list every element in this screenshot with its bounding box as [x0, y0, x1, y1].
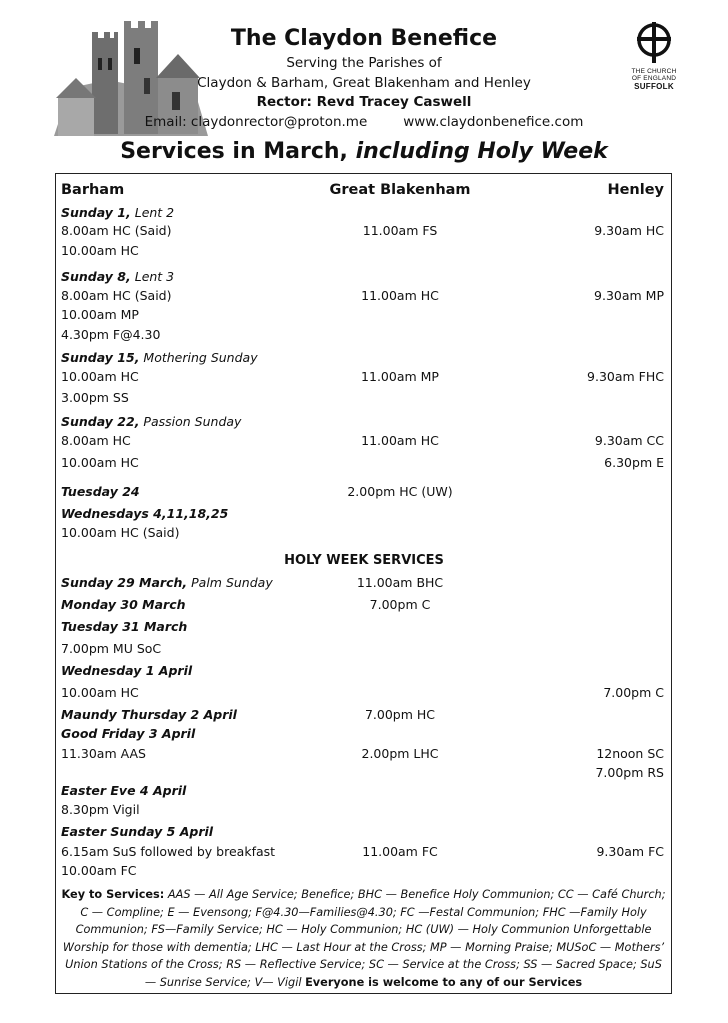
service-key: Key to Services: AAS — All Age Service; Benefice; BHC — Benefice Holy Communion; CC — Café Church; C — Compline; E — Evensong; F@4.30—Families@4.30; FC —Festal Communion; FHC —Family Holy Communion; FS—Family Service; HC — Holy Communion; HC (UW) — Holy Communion Unforgettable Worship for those with dementia; LHC — Last Hour at the Cross; MP — Morning Praise; MUSoC — Mothers’ Union Stations of the Cross; RS — Reflective Service; SC — Service at the Cross; SS — Sacred Space; SuS — Sunrise Service; V— Vigil Everyone is welcome to any of our Services [61, 888, 666, 989]
day-label: Maundy Thursday 2 April [61, 707, 237, 722]
day-label: Monday 30 March [61, 597, 186, 612]
day-label: Easter Sunday 5 April [61, 824, 214, 839]
service-entry: 9.30am FHC [587, 369, 664, 384]
day-label: Tuesday 24 [61, 484, 140, 499]
service-entry: 7.00pm C [369, 597, 431, 612]
service-entry: 6.15am SuS followed by breakfast [61, 844, 276, 859]
serving-line: Serving the Parishes of [286, 55, 442, 71]
day-label: Easter Eve 4 April [61, 783, 187, 798]
service-entry: 11.00am FS [362, 223, 438, 238]
day-label: Sunday 29 March, Palm Sunday [61, 575, 273, 590]
service-entry: 2.00pm HC (UW) [347, 484, 453, 499]
service-entry: 10.00am HC [61, 685, 139, 700]
service-entry: 7.00pm HC [364, 707, 436, 722]
day-label: Sunday 15, Mothering Sunday [61, 350, 258, 365]
contact-line [0, 114, 728, 130]
logo-line-2: OF ENGLAND [631, 75, 677, 82]
parishes-line: Claydon & Barham, Great Blakenham and Henley [197, 75, 531, 91]
service-entry: 10.00am HC [61, 243, 139, 258]
column-header-great-blakenham: Great Blakenham [329, 182, 471, 198]
service-entry: 8.00am HC [61, 433, 131, 448]
service-entry: 8.00am HC (Said) [61, 288, 172, 303]
day-label: Wednesday 1 April [61, 663, 193, 678]
service-entry: 8.30pm Vigil [61, 802, 140, 817]
service-entry: 11.00am HC [361, 433, 439, 448]
service-entry: 6.30pm E [604, 455, 664, 470]
service-entry: 7.00pm MU SoC [61, 641, 162, 656]
service-entry: 11.00am BHC [356, 575, 444, 590]
website-link[interactable]: www.claydonbenefice.com [403, 114, 584, 130]
column-header-barham: Barham [61, 182, 125, 198]
day-label: Good Friday 3 April [61, 726, 196, 741]
service-entry: 10.00am HC [61, 369, 139, 384]
day-label: Tuesday 31 March [61, 619, 188, 634]
day-label: Sunday 1, Lent 2 [61, 205, 175, 220]
holy-week-heading: HOLY WEEK SERVICES [284, 553, 444, 568]
service-entry: 11.30am AAS [61, 746, 146, 761]
column-header-henley: Henley [607, 182, 664, 198]
service-entry: 3.00pm SS [61, 390, 129, 405]
day-label: Wednesdays 4,11,18,25 [61, 506, 229, 521]
service-entry: 8.00am HC (Said) [61, 223, 172, 238]
logo-line-3: SUFFOLK [634, 82, 674, 91]
service-entry: 4.30pm F@4.30 [61, 327, 161, 342]
service-entry: 7.00pm C [603, 685, 664, 700]
service-entry: 10.00am HC [61, 455, 139, 470]
service-entry: 9.30am HC [594, 223, 664, 238]
service-entry: 11.00am FC [362, 844, 438, 859]
email-text[interactable]: Email: claydonrector@proton.me [144, 114, 368, 130]
service-entry: 12noon SC [596, 746, 664, 761]
service-entry: 10.00am MP [61, 307, 139, 322]
service-entry: 11.00am MP [361, 369, 439, 384]
rector-line: Rector: Revd Tracey Caswell [256, 94, 472, 110]
service-entry: 2.00pm LHC [361, 746, 439, 761]
day-label: Sunday 8, Lent 3 [61, 269, 175, 284]
services-heading: Services in March, including Holy Week [120, 139, 608, 164]
service-entry: 9.30am FC [596, 844, 664, 859]
service-entry: 9.30am MP [594, 288, 664, 303]
service-entry: 10.00am HC (Said) [61, 525, 180, 540]
service-entry: 9.30am CC [594, 433, 664, 448]
day-label: Sunday 22, Passion Sunday [61, 414, 242, 429]
service-entry: 11.00am HC [361, 288, 439, 303]
logo-line-1: THE CHURCH [631, 68, 677, 75]
page-title: The Claydon Benefice [230, 26, 498, 51]
service-entry: 10.00am FC [61, 863, 137, 878]
service-entry: 7.00pm RS [595, 765, 664, 780]
